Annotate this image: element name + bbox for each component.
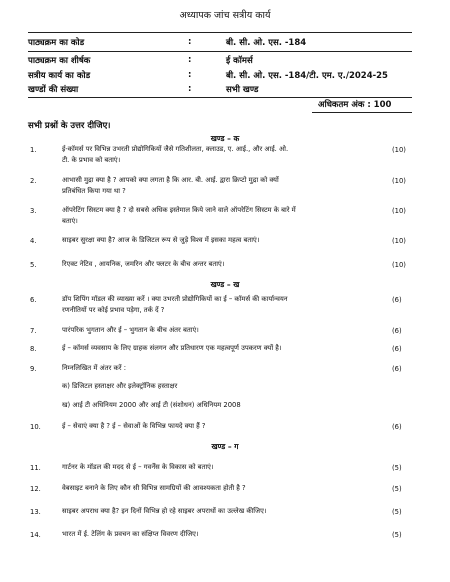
block-count-value: सभी खण्ड — [226, 85, 259, 95]
question-11-marks: (5) — [392, 464, 402, 472]
question-11-text: गार्टनर के मॉडल की मदद से ई – गवर्नेंस के विकास को बताएं। — [62, 463, 214, 471]
question-6-line-1: डॉप शिपिंग मॉडल की व्याख्या करें । क्या उभरती प्रोद्योगिकियों का ई – कॉमर्स की कार्यान्वयन — [62, 295, 288, 303]
question-1-line-2: टी. के प्रभाव को बताएं। — [62, 156, 121, 164]
question-14-marks: (5) — [392, 531, 402, 539]
question-6-text — [62, 294, 288, 316]
question-7-number: 7. — [30, 327, 37, 335]
top-rule — [28, 32, 412, 33]
question-10-marks: (6) — [392, 423, 402, 431]
question-4-marks: (10) — [392, 237, 406, 245]
question-9-number: 9. — [30, 365, 37, 373]
question-2-number: 2. — [30, 177, 37, 185]
meta-bottom-rule — [28, 97, 412, 98]
course-title-value: ई कॉमर्स — [226, 56, 253, 66]
question-14-number: 14. — [30, 531, 41, 539]
question-3-number: 3. — [30, 207, 37, 215]
page-title: अध्यापक जांच सत्रीय कार्य — [179, 10, 271, 21]
meta-rule-1 — [28, 51, 412, 52]
question-1-number: 1. — [30, 146, 37, 154]
question-8-text: ई – कॉमर्स व्यवसाय के लिए ग्राहक संलगन और प्रतिधारण एक महत्वपूर्ण उपकरण क्यों है। — [62, 344, 282, 352]
section-b-heading: खण्ड – ख — [210, 280, 240, 289]
section-c-heading: खण्ड – ग — [211, 442, 239, 451]
question-10-text: ई – सेवाएं क्या है ? ई – सेवाओं के विभिन्न फायदे क्या हैं ? — [62, 422, 206, 430]
question-2-marks: (10) — [392, 177, 406, 185]
question-6-marks: (6) — [392, 296, 402, 304]
question-1-text — [62, 144, 288, 166]
question-4-text: साइबर सुरक्षा क्या है? आज के डिजिटल रूप से जुड़े विश्व में इसका महत्व बताएं। — [62, 236, 260, 244]
question-3-line-1: ऑपरेटिंग सिस्टम क्या है ? दो सबसे अधिक इस्तेमाल किये जाने वाले ऑपरेटिंग सिस्टम के बारे में — [62, 206, 296, 214]
instruction: सभी प्रश्नों के उत्तर दीजिए। — [28, 121, 111, 131]
assignment-code-label: सत्रीय कार्य का कोड — [28, 71, 91, 81]
question-9-marks: (6) — [392, 365, 402, 373]
question-2-line-2: प्रतिबंधित किया गया था ? — [62, 187, 126, 195]
question-7-text: पारंपरिक भुगतान और ई – भुगतान के बीच अंतर बताएं। — [62, 326, 199, 334]
question-11-number: 11. — [30, 464, 41, 472]
course-title-label: पाठ्यक्रम का शीर्षक — [28, 56, 91, 66]
course-code-label: पाठ्यक्रम का कोड — [28, 38, 85, 48]
question-3-marks: (10) — [392, 207, 406, 215]
question-4-number: 4. — [30, 237, 37, 245]
max-marks: अधिकतम अंक : 100 — [318, 100, 392, 110]
question-13-text: साइबर अपराध क्या है? इन दिनों विभिन्न हो रहे साइबर अपराधों का उल्लेख कीजिए। — [62, 507, 267, 515]
question-5-text: रिएक्ट नेटिव , आयनिक, जमरिन और फ्लटर के बीच अन्तर बताएं। — [62, 260, 225, 268]
question-8-number: 8. — [30, 345, 37, 353]
question-12-text: वेबसाइट बनाने के लिए कौन सी विभिन्न सामग्रियों की आवश्यकता होती है ? — [62, 484, 246, 492]
question-3-text — [62, 205, 296, 227]
question-3-line-2: बताएं। — [62, 217, 78, 225]
question-13-number: 13. — [30, 508, 41, 516]
question-9-text: निम्नलिखित में अंतर करें : — [62, 364, 127, 372]
block-count-colon: : — [188, 84, 192, 94]
course-code-colon: : — [188, 37, 192, 47]
question-13-marks: (5) — [392, 508, 402, 516]
question-8-marks: (6) — [392, 345, 402, 353]
question-1-marks: (10) — [392, 146, 406, 154]
question-7-marks: (6) — [392, 327, 402, 335]
question-2-text — [62, 175, 279, 197]
block-count-label: खण्डों की संख्या — [28, 85, 79, 95]
assignment-code-colon: : — [188, 70, 192, 80]
question-12-number: 12. — [30, 485, 41, 493]
question-5-number: 5. — [30, 261, 37, 269]
max-marks-rule — [312, 112, 412, 113]
question-10-number: 10. — [30, 423, 41, 431]
course-title-colon: : — [188, 55, 192, 65]
course-code-value: बी. सी. ओ. एस. -184 — [226, 38, 307, 48]
question-9-part-b: ख) आई टी अधिनियम 2000 और आई टी (संशोधन) अधिनियम 2008 — [62, 401, 241, 409]
question-2-line-1: आभासी मुद्रा क्या है ? आपको क्या लगता है कि आर. बी. आई. द्वारा क्रिप्टो मुद्रा को क्यों — [62, 176, 279, 184]
question-1-line-1: ई-कॉमर्स पर विभिन्न उभरती प्रोद्योगिकियों जैसे गतिशीलता, क्लाउड, ए. आई., और आई. ओ. — [62, 145, 289, 153]
section-a-heading: खण्ड – क — [210, 134, 240, 143]
question-6-number: 6. — [30, 296, 37, 304]
question-5-marks: (10) — [392, 261, 406, 269]
question-6-line-2: रणनीतियों पर कोई प्रभाव पड़ेगा, तर्क दें ? — [62, 306, 165, 314]
question-14-text: भारत में ई. टेलिंग के प्रवचन का संक्षिप्त विवरण दीजिए। — [62, 530, 199, 538]
question-12-marks: (5) — [392, 485, 402, 493]
assignment-code-value: बी. सी. ओ. एस. -184/टी. एम. ए./2024-25 — [226, 71, 388, 81]
question-9-part-a: क) डिजिटल हस्ताक्षर और इलेक्ट्रॉनिक हस्ताक्षर — [62, 382, 178, 390]
